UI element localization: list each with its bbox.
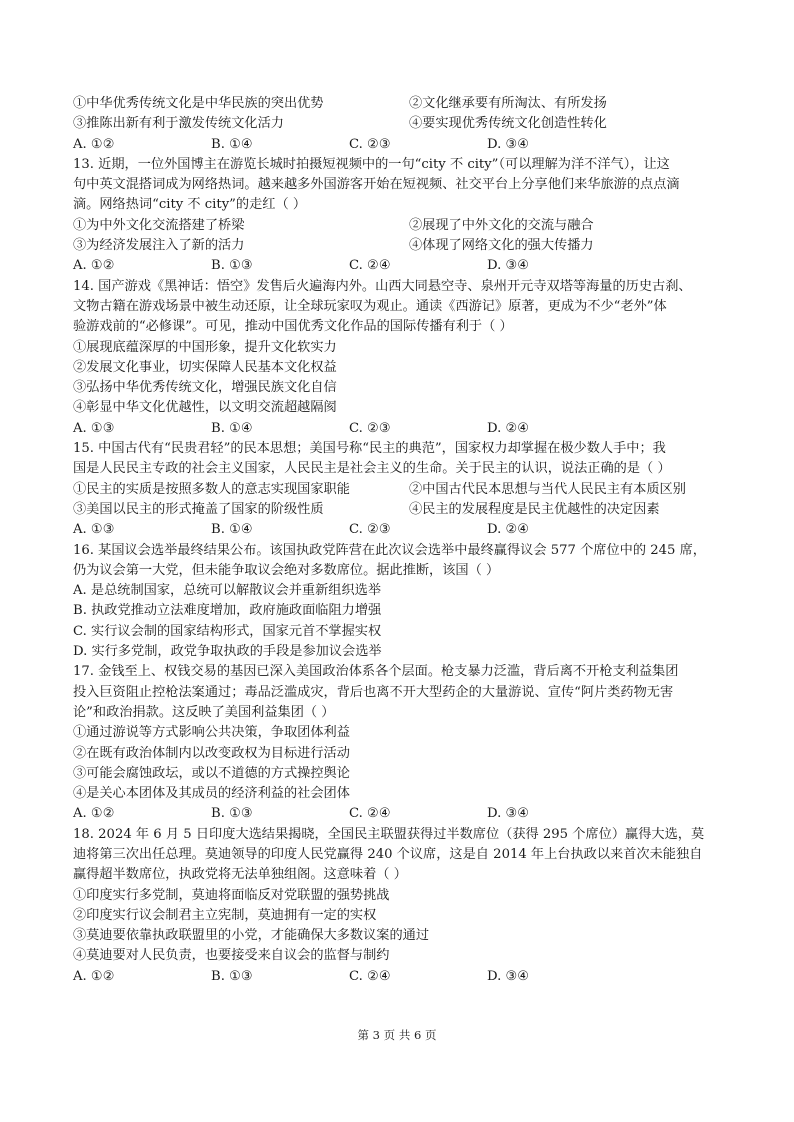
question-stem-line: 仍为议会第一大党，但未能争取议会绝对多数席位。据此推断，该国（ ） (73, 562, 500, 578)
option-a: A. ①② (73, 136, 115, 152)
option-c: C. ②③ (349, 136, 391, 152)
statement-2: ②印度实行议会制君主立宪制，莫迪拥有一定的实权 (73, 907, 377, 923)
option-c: C. ②④ (349, 968, 391, 984)
question-15 (73, 439, 729, 540)
statement-row (73, 500, 729, 520)
option-c: C. ②④ (349, 806, 391, 822)
statement-2: ②文化继承要有所淘汰、有所发扬 (409, 96, 607, 111)
statement-4: ④彰显中华文化优越性，以文明交流超越隔阂 (73, 400, 337, 416)
statement-3: ③为经济发展注入了新的活力 (73, 238, 245, 254)
statement-4: ④民主的发展程度是民主优越性的决定因素 (409, 501, 660, 517)
option-a: A. ①③ (73, 420, 115, 436)
option-a: A. ①③ (73, 522, 115, 538)
statement-1: ①为中外文化交流搭建了桥梁 (73, 217, 245, 233)
statement-1: ①展现底蕴深厚的中国形象，提升文化软实力 (73, 339, 337, 355)
question-stem-line: 17. 金钱至上、权钱交易的基因已深入美国政治体系各个层面。枪支暴力泛滥，背后离不开枪支利益集团 (73, 664, 679, 680)
statement-3: ③美国以民主的形式掩盖了国家的阶级性质 (73, 501, 324, 517)
question-stem-line: 验游戏前的“必修课”。可见，推动中国优秀文化作品的国际传播有利于（ ） (73, 319, 513, 335)
question-stem-line: 迪将第三次出任总理。莫迪领导的印度人民党赢得 240 个议席，这是自 2014 年上台执政以来首次未能独自 (73, 846, 703, 862)
question-stem-line: 句中英文混搭词成为网络热词。越来越多外国游客开始在短视频、社交平台上分享他们来华旅游的点点滴 (73, 177, 680, 193)
answer-options (73, 135, 729, 155)
statement-2: ②展现了中外文化的交流与融合 (409, 217, 594, 233)
question-stem-line: 13. 近期，一位外国博主在游览长城时拍摄短视频中的一句“city 不 city”（可以理解为洋不洋气），让这 (73, 156, 670, 172)
option-b: B. ①③ (211, 258, 253, 274)
option-d: D. ③④ (487, 806, 530, 822)
statement-4: ④要实现优秀传统文化创造性转化 (409, 116, 607, 132)
question-stem-line: 投入巨资阻止控枪法案通过；毒品泛滥成灾，背后也离不开大型药企的大量游说、宣传“阿片类药物无害 (73, 684, 674, 700)
option-b: B. ①④ (211, 136, 253, 152)
statement-1: ①民主的实质是按照多数人的意志实现国家职能 (73, 481, 350, 497)
question-14 (73, 277, 729, 439)
page-number-footer: 第 3 页 共 6 页 (357, 1028, 437, 1042)
question-stem-line: 赢得超半数席位，执政党将无法单独组阁。这意味着（ ） (73, 867, 407, 883)
question-13 (73, 155, 729, 277)
statement-3: ③推陈出新有利于激发传统文化活力 (73, 116, 284, 132)
question-12-tail (73, 94, 729, 155)
answer-options (73, 419, 729, 439)
statement-2: ②中国古代民本思想与当代人民民主有本质区别 (409, 481, 686, 497)
statement-3: ③莫迪要依靠执政联盟里的小党，才能确保大多数议案的通过 (73, 928, 430, 944)
option-a: A. 是总统制国家，总统可以解散议会并重新组织选举 (73, 583, 382, 599)
option-d: D. 实行多党制，政党争取执政的手段是参加议会选举 (73, 644, 382, 660)
answer-options (73, 520, 729, 540)
option-a: A. ①② (73, 806, 115, 822)
statement-1: ①印度实行多党制，莫迪将面临反对党联盟的强势挑战 (73, 887, 390, 903)
statement-1: ①通过游说等方式影响公共决策，争取团体利益 (73, 725, 350, 741)
statement-row (73, 94, 729, 114)
statement-row (73, 216, 729, 236)
statement-2: ②发展文化事业，切实保障人民基本文化权益 (73, 359, 337, 375)
question-stem-line: 论”和政治捐款。这反映了美国利益集团（ ） (73, 704, 335, 720)
statement-row (73, 114, 729, 134)
option-b: B. 执政党推动立法难度增加，政府施政面临阻力增强 (73, 603, 382, 619)
question-stem-line: 国是人民民主专政的社会主义国家，人民民主是社会主义的生命。关于民主的认识，说法正确的是（ ） (73, 461, 671, 477)
question-stem-line: 文物古籍在游戏场景中被生动还原，让全球玩家叹为观止。通读《西游记》原著，更成为不少“老外”体 (73, 298, 667, 314)
statement-row (73, 480, 729, 500)
question-stem-line: 18. 2024 年 6 月 5 日印度大选结果揭晓，全国民主联盟获得过半数席位（获得 295 个席位）赢得大选，莫 (73, 826, 705, 842)
question-stem-line: 14. 国产游戏《黑神话：悟空》发售后火遍海内外。山西大同悬空寺、泉州开元寺双塔等海量的历史古刹、 (73, 278, 692, 294)
page-content (73, 94, 729, 987)
question-18 (73, 825, 729, 987)
option-b: B. ①④ (211, 420, 253, 436)
option-d: D. ③④ (487, 968, 530, 984)
answer-options (73, 967, 729, 987)
option-d: D. ③④ (487, 258, 530, 274)
option-c: C. ②③ (349, 522, 391, 538)
answer-options (73, 256, 729, 276)
statement-4: ④是关心本团体及其成员的经济利益的社会团体 (73, 786, 350, 802)
question-stem-line: 滴。网络热词“city 不 city”的走红（ ） (73, 197, 307, 213)
option-d: D. ③④ (487, 136, 530, 152)
answer-options (73, 804, 729, 824)
statement-1: ①中华优秀传统文化是中华民族的突出优势 (73, 96, 324, 111)
statement-row (73, 236, 729, 256)
option-a: A. ①② (73, 968, 115, 984)
statement-4: ④莫迪要对人民负责，也要接受来自议会的监督与制约 (73, 948, 390, 964)
question-16 (73, 541, 729, 663)
option-b: B. ①③ (211, 806, 253, 822)
option-d: D. ②④ (487, 522, 530, 538)
statement-4: ④体现了网络文化的强大传播力 (409, 238, 594, 254)
question-stem-line: 15. 中国古代有“民贵君轻”的民本思想；美国号称“民主的典范”，国家权力却掌握在极少数人手中；我 (73, 441, 666, 457)
statement-3: ③可能会腐蚀政坛，或以不道德的方式操控舆论 (73, 765, 350, 781)
option-c: C. 实行议会制的国家结构形式，国家元首不掌握实权 (73, 623, 382, 639)
option-c: C. ②④ (349, 258, 391, 274)
option-b: B. ①③ (211, 968, 253, 984)
statement-2: ②在既有政治体制内以改变政权为目标进行活动 (73, 745, 350, 761)
question-17 (73, 662, 729, 824)
option-c: C. ②③ (349, 420, 391, 436)
statement-3: ③弘扬中华优秀传统文化，增强民族文化自信 (73, 380, 337, 396)
question-stem-line: 16. 某国议会选举最终结果公布。该国执政党阵营在此次议会选举中最终赢得议会 577 个席位中的 245 席， (73, 542, 706, 558)
option-a: A. ①② (73, 258, 115, 274)
option-b: B. ①④ (211, 522, 253, 538)
option-d: D. ②④ (487, 420, 530, 436)
